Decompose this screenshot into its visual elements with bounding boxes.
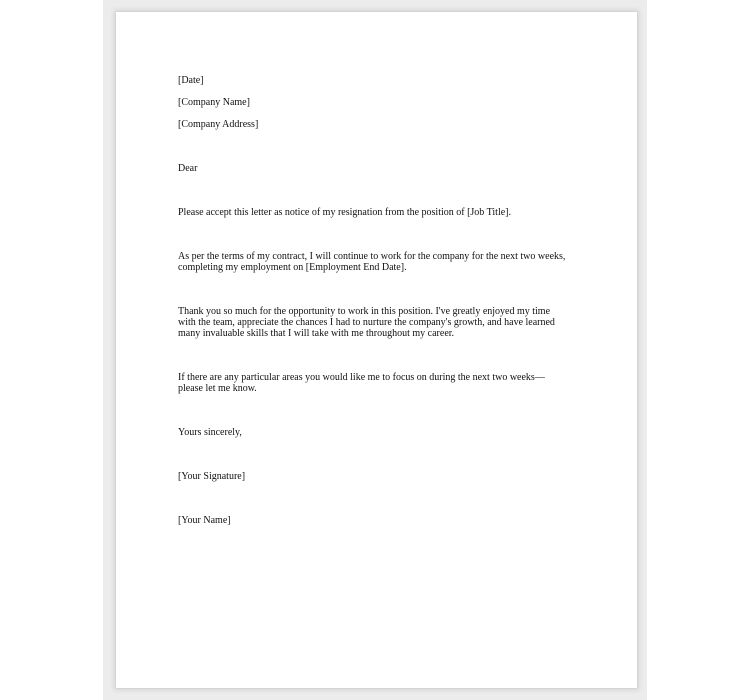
letter-paragraph-notice: Please accept this letter as notice of my resignation from the position of [Job Title].	[178, 207, 511, 218]
letter-paragraph-thanks: Thank you so much for the opportunity to work in this position. I've greatly enjoyed my time with the team, appreciate the chances I had to nurture the company's growth, and have learned many invaluable skills that I will take with me throughout my career.	[178, 306, 555, 339]
letter-closing: Yours sincerely,	[178, 427, 242, 438]
letter-sender-name: [Your Name]	[178, 515, 231, 526]
letter-salutation: Dear	[178, 163, 198, 174]
letter-page	[116, 12, 637, 688]
letter-body	[178, 75, 598, 526]
letter-signature: [Your Signature]	[178, 471, 246, 482]
letter-paragraph-contract: As per the terms of my contract, I will continue to work for the company for the next two weeks, completing my employment on [Employment End Date].	[178, 251, 566, 273]
letter-paragraph-focus: If there are any particular areas you would like me to focus on during the next two weeks— please let me know.	[178, 372, 545, 394]
letter-company-name: [Company Name]	[178, 97, 250, 108]
letter-date: [Date]	[178, 75, 204, 86]
letter-company-address: [Company Address]	[178, 119, 259, 130]
